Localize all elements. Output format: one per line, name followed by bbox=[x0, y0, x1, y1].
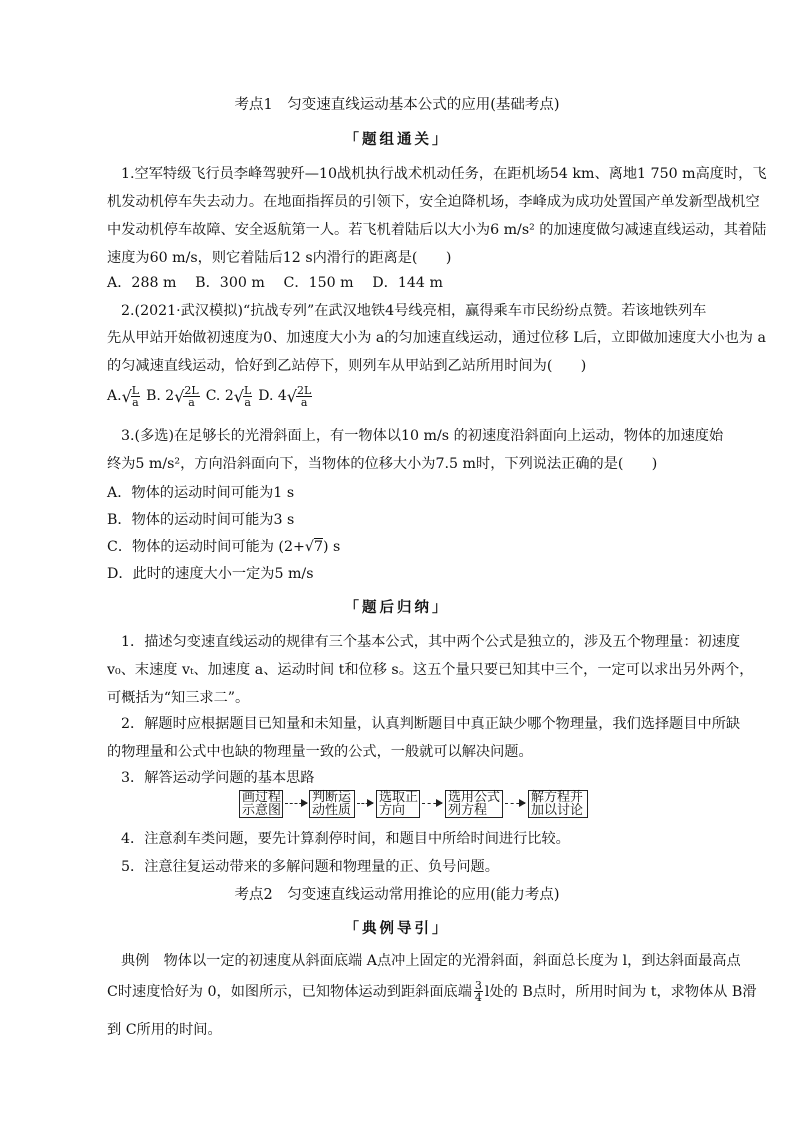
summary-line-6: 3．解答运动学问题的基本思路 bbox=[121, 770, 315, 786]
q1-line-1: 1.空军特级飞行员李峰驾驶歼—10战机执行战术机动任务，在距机场54 km、离地1 750 m高度时，飞 bbox=[121, 166, 767, 182]
flow-step-4: 选用公式 列方程 bbox=[445, 790, 503, 818]
q3-option-b: B．物体的运动时间可能为3 s bbox=[107, 512, 295, 528]
q2-option-c: C. 2 bbox=[205, 388, 234, 404]
q1-line-2: 机发动机停车失去动力。在地面指挥员的引领下，安全迫降机场，李峰成为成功处置国产单发新型战机空 bbox=[107, 194, 760, 210]
flow-step-5: 解方程并 加以讨论 bbox=[528, 790, 588, 818]
example-line-3: 到 C所用的时间。 bbox=[107, 1022, 222, 1038]
q2-line-2: 先从甲站开始做初速度为0、加速度大小为 a的匀加速直线运动，通过位移 L后，立即做加速度大小也为 a bbox=[107, 330, 766, 346]
section-1-heading: 考点1 匀变速直线运动基本公式的应用(基础考点) bbox=[234, 97, 560, 113]
q1-options: A．288 m B．300 m C．150 m D．144 m bbox=[107, 275, 443, 291]
q3-line-1: 3.(多选)在足够长的光滑斜面上，有一物体以10 m/s 的初速度沿斜面向上运动，物体的加速度始 bbox=[121, 428, 724, 444]
flow-arrow-2 bbox=[357, 803, 373, 804]
q3-line-2: 终为5 m/s²，方向沿斜面向下，当物体的位移大小为7.5 m时，下列说法正确的是( ) bbox=[107, 456, 658, 472]
q2-line-3: 的匀减速直线运动，恰好到乙站停下，则列车从甲站到乙站所用时间为( ) bbox=[107, 358, 587, 374]
q3-option-a: A．物体的运动时间可能为1 s bbox=[107, 485, 295, 501]
section-1-subhead: 「题组通关」 bbox=[344, 131, 450, 148]
flow-step-1: 画过程 示意图 bbox=[239, 790, 283, 818]
q1-line-3: 中发动机停车故障、安全返航第一人。若飞机着陆后以大小为6 m/s² 的加速度做匀减速直线运动，其着陆 bbox=[107, 222, 767, 238]
summary-subhead: 「题后归纳」 bbox=[344, 599, 450, 616]
example-line-2: C时速度恰好为 0，如图所示，已知物体运动到距斜面底端 $\frac{3}{4}$ l处的 B点时，所用时间为 t，求物体从 B滑 bbox=[107, 978, 757, 1004]
flow-arrow-3 bbox=[422, 803, 442, 804]
flow-arrow-4 bbox=[505, 803, 525, 804]
section-2-heading: 考点2 匀变速直线运动常用推论的应用(能力考点) bbox=[234, 887, 560, 903]
q1-line-4: 速度为60 m/s，则它着陆后12 s内滑行的距离是( ) bbox=[107, 250, 452, 266]
summary-line-2: v₀、末速度 vₜ、加速度 a、运动时间 t和位移 s。这五个量只要已知其中三个，一定可以求出另外两个， bbox=[107, 662, 754, 678]
q2-options: A. √ $\frac{L}{a}$ B. 2 √ $\frac{2L}{a}$ C. 2 √ $\frac{L}{a}$ D. 4 √ $\frac{2L}{a}$ bbox=[107, 383, 312, 409]
section-2-subhead: 「典例导引」 bbox=[344, 920, 450, 937]
q3-option-d: D．此时的速度大小一定为5 m/s bbox=[107, 566, 314, 582]
flow-step-2: 判断运 动性质 bbox=[309, 790, 355, 818]
summary-line-7: 4．注意刹车类问题，要先计算刹停时间，和题目中所给时间进行比较。 bbox=[121, 831, 570, 847]
summary-line-3: 可概括为“知三求二”。 bbox=[107, 690, 250, 706]
q3-option-c: C．物体的运动时间可能为 (2+√7) s bbox=[107, 539, 341, 555]
summary-line-1: 1．描述匀变速直线运动的规律有三个基本公式，其中两个公式是独立的，涉及五个物理量：初速度 bbox=[121, 634, 741, 650]
flow-arrow-1 bbox=[285, 803, 307, 804]
summary-line-8: 5．注意往复运动带来的多解问题和物理量的正、负号问题。 bbox=[121, 859, 499, 875]
summary-line-5: 的物理量和公式中也缺的物理量一致的公式，一般就可以解决问题。 bbox=[107, 744, 533, 760]
q2-option-d: D. 4 bbox=[258, 388, 287, 404]
q2-option-b: B. 2 bbox=[146, 388, 175, 404]
summary-line-4: 2．解题时应根据题目已知量和未知量，认真判断题目中真正缺少哪个物理量，我们选择题目中所缺 bbox=[121, 716, 741, 732]
q2-line-1: 2.(2021·武汉模拟)“抗战专列”在武汉地铁4号线亮相，赢得乘车市民纷纷点赞。若该地铁列车 bbox=[121, 303, 707, 319]
q2-option-a: A. bbox=[107, 388, 122, 404]
flow-step-3: 选取正 方向 bbox=[376, 790, 420, 818]
example-line-1: 典例 物体以一定的初速度从斜面底端 A点冲上固定的光滑斜面，斜面总长度为 l，到达斜面最高点 bbox=[121, 953, 741, 969]
